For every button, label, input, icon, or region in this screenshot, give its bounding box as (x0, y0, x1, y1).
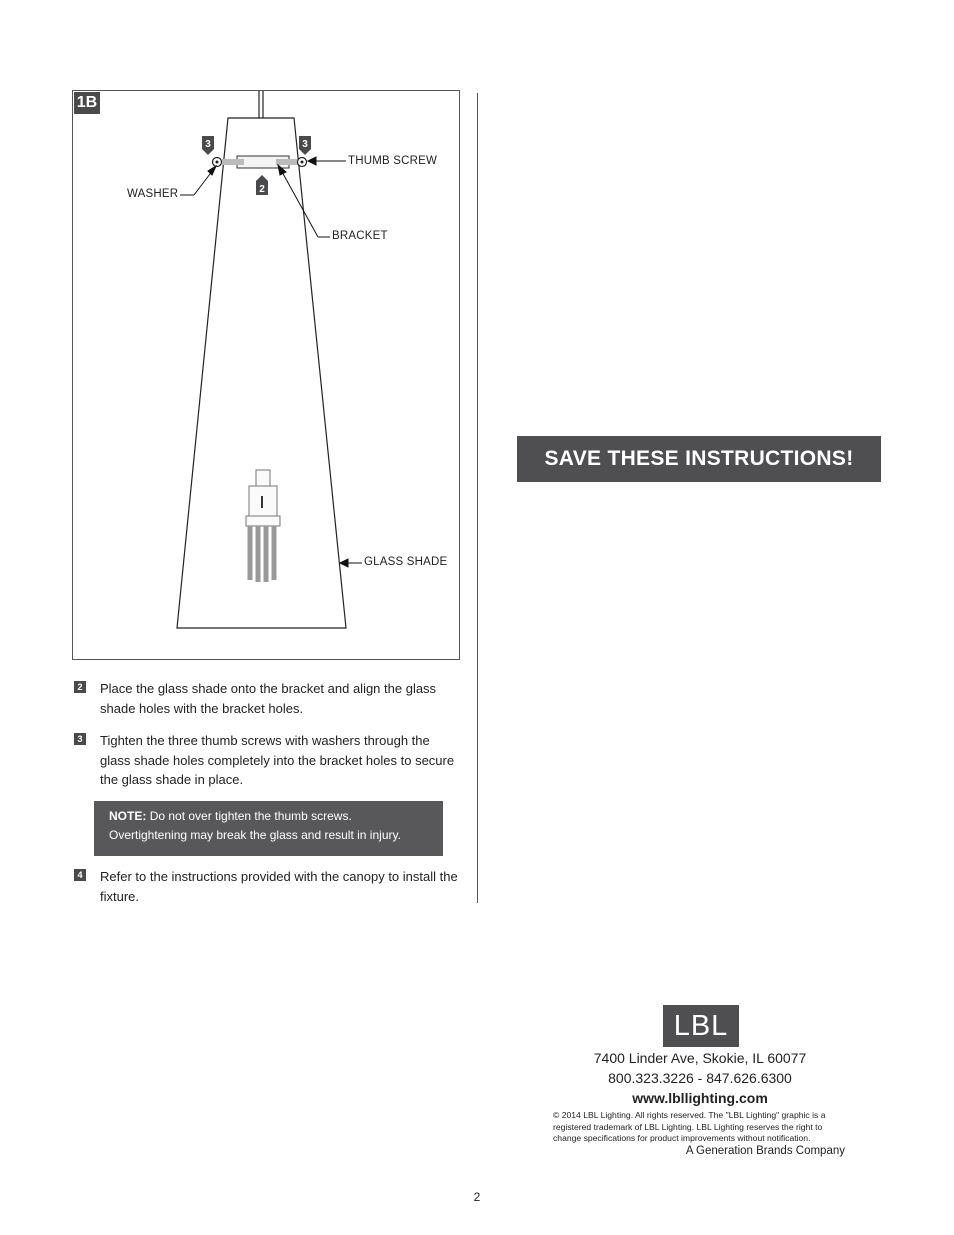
callout-washer: WASHER (127, 188, 179, 200)
step-text: Tighten the three thumb screws with washers through the glass shade holes completely into the bracket holes to secure the glass shade in place. (100, 733, 455, 787)
step-text: Place the glass shade onto the bracket and align the glass shade holes with the bracket holes. (100, 681, 437, 716)
note-text-line2: Overtightening may break the glass and result in injury. (109, 827, 401, 842)
thumb-screw-right (298, 158, 307, 167)
marker-2-text: 2 (259, 184, 265, 195)
company-phones: 800.323.3226 - 847.626.6300 (608, 1070, 792, 1086)
column-divider (477, 93, 478, 903)
save-instructions-banner: SAVE THESE INSTRUCTIONS! (517, 436, 881, 482)
step-number: 4 (74, 869, 86, 881)
washer-left (213, 158, 222, 167)
warning-note (94, 801, 443, 856)
company-tagline: A Generation Brands Company (685, 1145, 845, 1157)
callout-glass-shade: GLASS SHADE (364, 556, 448, 568)
marker-3-left-text: 3 (205, 139, 211, 150)
step-number: 2 (74, 681, 86, 693)
note-text-line1: Do not over tighten the thumb screws. (149, 809, 352, 823)
lbl-logo: LBL (663, 1005, 739, 1047)
callout-bracket: BRACKET (332, 230, 388, 242)
marker-3-right (299, 136, 311, 155)
step-number: 3 (74, 733, 86, 745)
page-number: 2 (473, 1190, 481, 1204)
step-text: Refer to the instructions provided with the canopy to install the fixture. (100, 869, 458, 904)
note-label: NOTE: (109, 809, 147, 823)
callout-thumb-screw: THUMB SCREW (348, 155, 438, 167)
copyright-text: © 2014 LBL Lighting. All rights reserved. The "LBL Lighting" graphic is a registered trademark of LBL Lighting. LBL Lighting reserves the right to change specifications for product improvements without notification. (553, 1110, 826, 1143)
company-website[interactable]: www.lbllighting.com (632, 1090, 768, 1106)
figure-label: 1B (74, 92, 100, 114)
marker-3-left (202, 136, 214, 155)
marker-3-right-text: 3 (302, 139, 308, 150)
company-address: 7400 Linder Ave, Skokie, IL 60077 (593, 1050, 807, 1066)
